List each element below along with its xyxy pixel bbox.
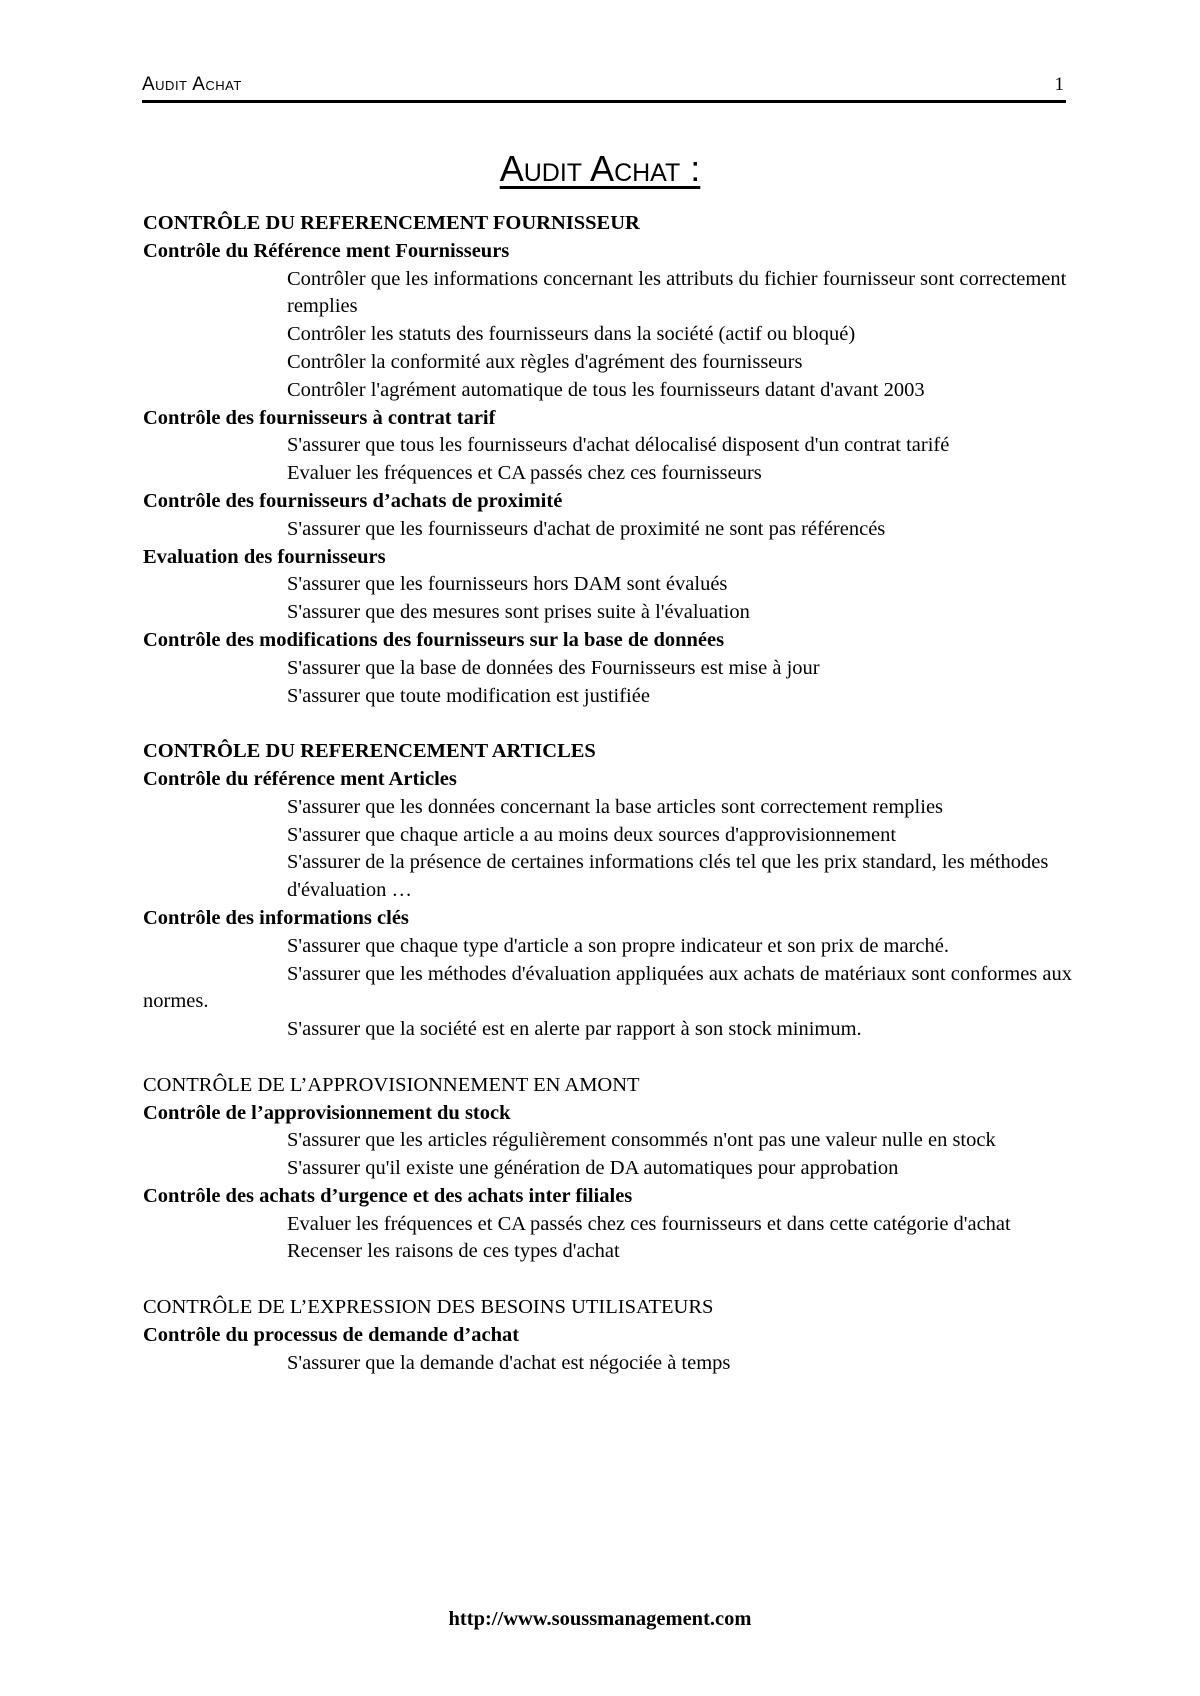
list-item: S'assurer que les fournisseurs hors DAM sont évalués [287, 573, 728, 596]
list-item: Contrôler l'agrément automatique de tous les fournisseurs datant d'avant 2003 [287, 378, 925, 401]
list-item: S'assurer que la base de données des Fournisseurs est mise à jour [287, 656, 820, 679]
page-number: 1 [1054, 74, 1064, 95]
subsection-title: Contrôle du référence ment Articles [143, 767, 457, 790]
subsection-title: Contrôle des fournisseurs d’achats de proximité [143, 489, 563, 512]
subsection-title: Evaluation des fournisseurs [143, 545, 386, 568]
footer-url: http://www.soussmanagement.com [448, 1608, 752, 1630]
subsection-title: Contrôle des informations clés [143, 906, 409, 929]
list-item: Contrôler les statuts des fournisseurs dans la société (actif ou bloqué) [287, 323, 856, 346]
list-item: Evaluer les fréquences et CA passés chez ces fournisseurs [287, 462, 762, 485]
list-item: S'assurer qu'il existe une génération de DA automatiques pour approbation [287, 1157, 899, 1180]
list-item: Recenser les raisons de ces types d'achat [287, 1240, 620, 1263]
list-item: S'assurer que la demande d'achat est négociée à temps [287, 1351, 731, 1374]
list-item: Contrôler la conformité aux règles d'agrément des fournisseurs [287, 350, 803, 373]
section-spacer [143, 1044, 1073, 1072]
section-heading: CONTRÔLE DU REFERENCEMENT ARTICLES [143, 740, 596, 763]
list-item: S'assurer que les fournisseurs d'achat de proximité ne sont pas référencés [287, 517, 886, 540]
section-spacer [143, 1266, 1073, 1294]
list-item: S'assurer que la société est en alerte par rapport à son stock minimum. [287, 1018, 862, 1041]
list-item: S'assurer que chaque type d'article a son propre indicateur et son prix de marché. [287, 934, 949, 957]
list-item: S'assurer que toute modification est justifiée [287, 684, 650, 707]
section-heading: CONTRÔLE DU REFERENCEMENT FOURNISSEUR [143, 212, 640, 234]
subsection-title: Contrôle du processus de demande d’achat [143, 1323, 520, 1346]
subsection-title: Contrôle des fournisseurs à contrat tarif [143, 406, 496, 429]
section-spacer [143, 710, 1073, 738]
list-item: S'assurer que tous les fournisseurs d'achat délocalisé disposent d'un contrat tarifé [287, 434, 950, 457]
list-item: S'assurer que les méthodes d'évaluation appliquées aux achats de matériaux sont conformes aux normes. [143, 962, 1073, 1013]
document-body [143, 210, 1073, 1377]
section-heading: CONTRÔLE DE L’APPROVISIONNEMENT EN AMONT [143, 1073, 640, 1096]
list-item: S'assurer de la présence de certaines informations clés tel que les prix standard, les méthodes d'évaluation … [287, 851, 1049, 902]
section-heading: CONTRÔLE DE L’EXPRESSION DES BESOINS UTILISATEURS [143, 1296, 714, 1319]
list-item: S'assurer que les articles régulièrement consommés n'ont pas une valeur nulle en stock [287, 1129, 996, 1152]
list-item: Contrôler que les informations concernant les attributs du fichier fournisseur sont correctement remplies [287, 267, 1067, 318]
subsection-title: Contrôle des achats d’urgence et des achats inter filiales [143, 1184, 633, 1207]
document-title: Audit Achat : [499, 148, 701, 189]
running-title: Audit Achat [142, 74, 242, 95]
list-item: S'assurer que chaque article a au moins deux sources d'approvisionnement [287, 823, 897, 846]
list-item: Evaluer les fréquences et CA passés chez ces fournisseurs et dans cette catégorie d'achat [287, 1212, 1011, 1235]
subsection-title: Contrôle des modifications des fournisseurs sur la base de données [143, 628, 725, 651]
list-item: S'assurer que les données concernant la base articles sont correctement remplies [287, 795, 944, 818]
list-item: S'assurer que des mesures sont prises suite à l'évaluation [287, 601, 750, 624]
running-header [142, 74, 1066, 103]
subsection-title: Contrôle de l’approvisionnement du stock [143, 1101, 511, 1124]
subsection-title: Contrôle du Référence ment Fournisseurs [143, 239, 510, 262]
